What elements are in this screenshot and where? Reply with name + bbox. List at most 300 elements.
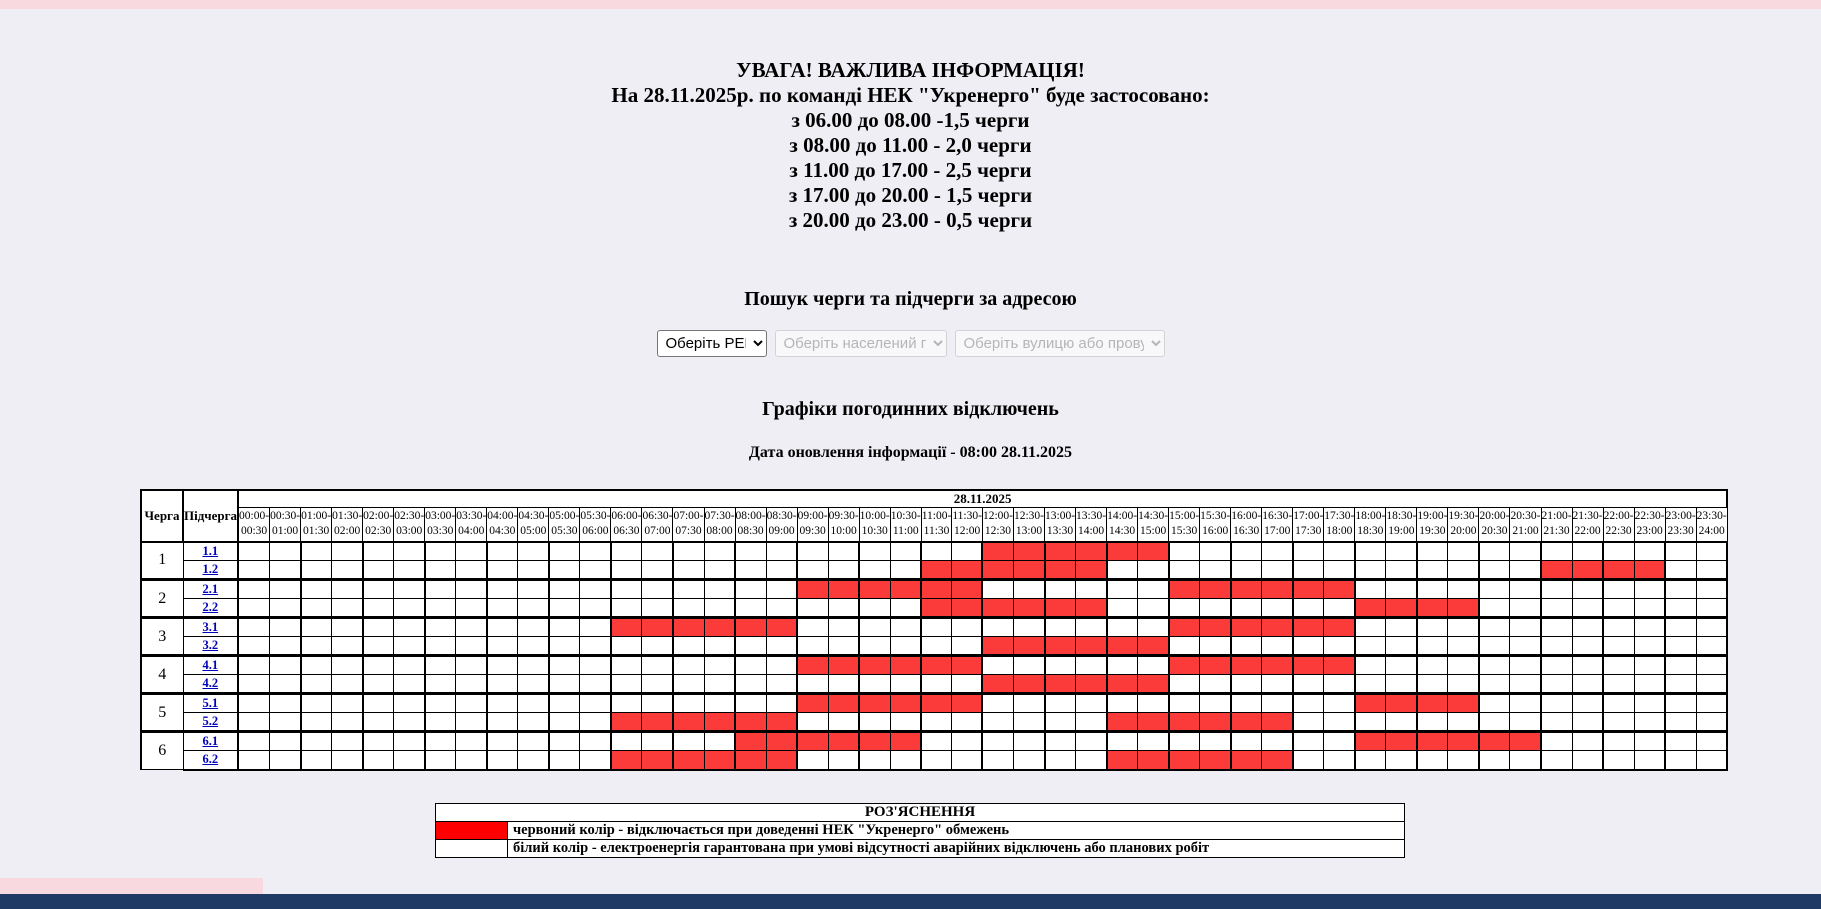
outage-cell — [1169, 713, 1200, 732]
power-on-cell — [1293, 542, 1324, 561]
power-on-cell — [1262, 675, 1293, 694]
power-on-cell — [1572, 542, 1603, 561]
power-on-cell — [828, 713, 859, 732]
time-slot-header: 20:00- 20:30 — [1479, 508, 1510, 542]
power-on-cell — [270, 694, 301, 713]
outage-cell — [735, 751, 766, 770]
time-slot-header: 14:30- 15:00 — [1138, 508, 1169, 542]
power-on-cell — [425, 656, 456, 675]
power-on-cell — [580, 675, 611, 694]
outage-cell — [735, 618, 766, 637]
power-on-cell — [642, 694, 673, 713]
power-on-cell — [704, 732, 735, 751]
power-on-cell — [704, 580, 735, 599]
power-on-cell — [828, 675, 859, 694]
outage-cell — [828, 732, 859, 751]
outage-cell — [704, 713, 735, 732]
outage-cell — [1355, 694, 1386, 713]
power-on-cell — [301, 580, 332, 599]
power-on-cell — [890, 751, 921, 770]
queue-number: 2 — [141, 580, 183, 618]
power-on-cell — [332, 618, 363, 637]
outage-cell — [1107, 675, 1138, 694]
power-on-cell — [518, 599, 549, 618]
top-pink-bar — [0, 0, 1821, 9]
power-on-cell — [1665, 561, 1696, 580]
subqueue-link[interactable]: 5.1 — [202, 696, 219, 710]
time-slot-header: 15:30- 16:00 — [1200, 508, 1231, 542]
power-on-cell — [1417, 618, 1448, 637]
power-on-cell — [921, 713, 952, 732]
power-on-cell — [1603, 542, 1634, 561]
power-on-cell — [1479, 542, 1510, 561]
power-on-cell — [270, 656, 301, 675]
power-on-cell — [952, 713, 983, 732]
power-on-cell — [394, 656, 425, 675]
power-on-cell — [1293, 694, 1324, 713]
outage-cell — [1138, 713, 1169, 732]
power-on-cell — [363, 713, 394, 732]
outage-cell — [797, 656, 828, 675]
power-on-cell — [766, 694, 797, 713]
time-slot-header: 03:30- 04:00 — [456, 508, 487, 542]
power-on-cell — [673, 656, 704, 675]
rem-select[interactable] — [657, 330, 767, 357]
power-on-cell — [1510, 675, 1541, 694]
outage-cell — [952, 694, 983, 713]
power-on-cell — [394, 713, 425, 732]
power-on-cell — [1510, 713, 1541, 732]
outage-cell — [859, 656, 890, 675]
power-on-cell — [1386, 637, 1417, 656]
power-on-cell — [982, 580, 1013, 599]
time-slot-header: 11:00- 11:30 — [921, 508, 952, 542]
power-on-cell — [952, 637, 983, 656]
time-slot-header: 09:00- 09:30 — [797, 508, 828, 542]
power-on-cell — [456, 542, 487, 561]
time-slot-header: 00:30- 01:00 — [270, 508, 301, 542]
search-section-title: Пошук черги та підчерги за адресою — [744, 288, 1077, 310]
power-on-cell — [921, 751, 952, 770]
outage-cell — [1107, 637, 1138, 656]
power-on-cell — [1045, 732, 1076, 751]
power-on-cell — [982, 656, 1013, 675]
power-on-cell — [301, 618, 332, 637]
power-on-cell — [1696, 675, 1727, 694]
power-on-cell — [1231, 542, 1262, 561]
outage-cell — [1013, 599, 1044, 618]
notice-item: з 11.00 до 17.00 - 2,5 черги — [789, 158, 1032, 182]
power-on-cell — [549, 675, 580, 694]
subqueue-cell — [183, 751, 238, 770]
outage-cell — [1603, 561, 1634, 580]
power-on-cell — [1231, 561, 1262, 580]
power-on-cell — [1448, 656, 1479, 675]
power-on-cell — [332, 542, 363, 561]
power-on-cell — [270, 561, 301, 580]
outage-cell — [859, 580, 890, 599]
outage-cell — [1045, 637, 1076, 656]
power-on-cell — [301, 542, 332, 561]
time-slot-header: 06:30- 07:00 — [642, 508, 673, 542]
power-on-cell — [735, 675, 766, 694]
power-on-cell — [704, 694, 735, 713]
power-on-cell — [1417, 656, 1448, 675]
power-on-cell — [952, 675, 983, 694]
power-on-cell — [1200, 675, 1231, 694]
power-on-cell — [1138, 732, 1169, 751]
power-on-cell — [1200, 561, 1231, 580]
power-on-cell — [1262, 637, 1293, 656]
subqueue-link[interactable]: 2.1 — [202, 582, 219, 596]
power-on-cell — [1634, 542, 1665, 561]
power-on-cell — [394, 637, 425, 656]
power-on-cell — [456, 618, 487, 637]
power-on-cell — [238, 618, 270, 637]
power-on-cell — [673, 542, 704, 561]
subqueue-cell — [183, 637, 238, 656]
power-on-cell — [1324, 637, 1355, 656]
time-slot-header: 18:00- 18:30 — [1355, 508, 1386, 542]
power-on-cell — [487, 542, 518, 561]
power-on-cell — [1572, 694, 1603, 713]
outage-cell — [982, 675, 1013, 694]
legend — [435, 803, 1405, 858]
important-notice — [0, 58, 1821, 233]
time-slot-header: 18:30- 19:00 — [1386, 508, 1417, 542]
power-on-cell — [1696, 542, 1727, 561]
power-on-cell — [1696, 561, 1727, 580]
power-on-cell — [735, 637, 766, 656]
power-on-cell — [1479, 561, 1510, 580]
power-on-cell — [982, 694, 1013, 713]
outage-cell — [1045, 599, 1076, 618]
power-on-cell — [704, 637, 735, 656]
outage-cell — [890, 694, 921, 713]
power-on-cell — [1634, 751, 1665, 770]
power-on-cell — [611, 637, 642, 656]
power-on-cell — [1603, 580, 1634, 599]
time-slot-header: 14:00- 14:30 — [1107, 508, 1138, 542]
power-on-cell — [425, 580, 456, 599]
power-on-cell — [1696, 732, 1727, 751]
power-on-cell — [270, 713, 301, 732]
outage-cell — [890, 656, 921, 675]
subqueue-link[interactable]: 1.2 — [202, 562, 219, 576]
power-on-cell — [1231, 599, 1262, 618]
power-on-cell — [1634, 618, 1665, 637]
power-on-cell — [456, 637, 487, 656]
time-slot-header: 17:00- 17:30 — [1293, 508, 1324, 542]
time-slot-header: 01:30- 02:00 — [332, 508, 363, 542]
power-on-cell — [735, 542, 766, 561]
power-on-cell — [1541, 580, 1572, 599]
power-on-cell — [766, 675, 797, 694]
power-on-cell — [611, 580, 642, 599]
power-on-cell — [797, 561, 828, 580]
power-on-cell — [1262, 599, 1293, 618]
outage-cell — [1013, 675, 1044, 694]
power-on-cell — [549, 694, 580, 713]
power-on-cell — [425, 675, 456, 694]
power-on-cell — [518, 713, 549, 732]
power-on-cell — [704, 599, 735, 618]
power-on-cell — [1541, 656, 1572, 675]
power-on-cell — [1417, 561, 1448, 580]
power-on-cell — [1013, 656, 1044, 675]
power-on-cell — [487, 561, 518, 580]
power-on-cell — [611, 694, 642, 713]
outage-cell — [1013, 561, 1044, 580]
power-on-cell — [1665, 732, 1696, 751]
power-on-cell — [425, 599, 456, 618]
time-slot-header: 23:30- 24:00 — [1696, 508, 1727, 542]
power-on-cell — [704, 675, 735, 694]
outage-cell — [1479, 732, 1510, 751]
power-on-cell — [1696, 580, 1727, 599]
power-on-cell — [1355, 580, 1386, 599]
power-on-cell — [580, 599, 611, 618]
power-on-cell — [1479, 751, 1510, 770]
power-on-cell — [611, 732, 642, 751]
power-on-cell — [332, 561, 363, 580]
power-on-cell — [1603, 751, 1634, 770]
power-on-cell — [1510, 694, 1541, 713]
power-on-cell — [1355, 618, 1386, 637]
power-on-cell — [921, 675, 952, 694]
time-slot-header: 13:30- 14:00 — [1076, 508, 1107, 542]
power-on-cell — [332, 751, 363, 770]
outage-cell — [735, 713, 766, 732]
power-on-cell — [1107, 694, 1138, 713]
power-on-cell — [1665, 580, 1696, 599]
time-slot-header: 08:00- 08:30 — [735, 508, 766, 542]
power-on-cell — [301, 732, 332, 751]
power-on-cell — [487, 599, 518, 618]
time-slot-header: 15:00- 15:30 — [1169, 508, 1200, 542]
power-on-cell — [1479, 618, 1510, 637]
time-slot-header: 22:30- 23:00 — [1634, 508, 1665, 542]
power-on-cell — [1572, 599, 1603, 618]
outage-cell — [642, 618, 673, 637]
power-on-cell — [1076, 694, 1107, 713]
power-on-cell — [1572, 618, 1603, 637]
power-on-cell — [921, 637, 952, 656]
power-on-cell — [425, 561, 456, 580]
outage-schedule-table — [140, 489, 1728, 771]
power-on-cell — [611, 675, 642, 694]
subqueue-link[interactable]: 3.2 — [202, 638, 219, 652]
power-on-cell — [1696, 694, 1727, 713]
subqueue-cell — [183, 675, 238, 694]
subqueue-link[interactable]: 1.1 — [202, 543, 219, 558]
power-on-cell — [363, 618, 394, 637]
outage-cell — [1448, 599, 1479, 618]
power-on-cell — [766, 637, 797, 656]
power-on-cell — [766, 656, 797, 675]
power-on-cell — [394, 618, 425, 637]
power-on-cell — [487, 618, 518, 637]
outage-cell — [1293, 618, 1324, 637]
power-on-cell — [394, 599, 425, 618]
time-slot-header: 04:30- 05:00 — [518, 508, 549, 542]
outage-cell — [766, 618, 797, 637]
power-on-cell — [394, 751, 425, 770]
settlement-select[interactable] — [775, 330, 947, 357]
outage-cell — [673, 713, 704, 732]
power-on-cell — [1324, 599, 1355, 618]
street-select[interactable] — [955, 330, 1165, 357]
outage-cell — [982, 599, 1013, 618]
power-on-cell — [301, 656, 332, 675]
power-on-cell — [952, 542, 983, 561]
subqueue-link[interactable]: 2.2 — [202, 600, 219, 614]
subqueue-link[interactable]: 3.1 — [202, 620, 219, 634]
power-on-cell — [580, 694, 611, 713]
subqueue-cell — [183, 561, 238, 580]
power-on-cell — [580, 542, 611, 561]
power-on-cell — [518, 637, 549, 656]
power-on-cell — [1696, 637, 1727, 656]
power-on-cell — [1572, 637, 1603, 656]
power-on-cell — [394, 542, 425, 561]
time-slot-header: 10:00- 10:30 — [859, 508, 890, 542]
power-on-cell — [332, 675, 363, 694]
outage-cell — [1262, 751, 1293, 770]
power-on-cell — [456, 599, 487, 618]
outage-cell — [1045, 561, 1076, 580]
power-on-cell — [394, 561, 425, 580]
power-on-cell — [487, 713, 518, 732]
power-on-cell — [238, 713, 270, 732]
subqueue-link[interactable]: 6.1 — [202, 734, 219, 748]
power-on-cell — [982, 751, 1013, 770]
power-on-cell — [518, 656, 549, 675]
power-on-cell — [1045, 751, 1076, 770]
power-on-cell — [704, 561, 735, 580]
power-on-cell — [270, 599, 301, 618]
power-on-cell — [673, 599, 704, 618]
power-on-cell — [301, 694, 332, 713]
time-slot-header: 01:00- 01:30 — [301, 508, 332, 542]
outage-cell — [1386, 732, 1417, 751]
power-on-cell — [518, 732, 549, 751]
outage-cell — [1262, 656, 1293, 675]
power-on-cell — [642, 599, 673, 618]
bottom-left-pink-box — [0, 878, 263, 894]
power-on-cell — [518, 694, 549, 713]
time-slot-header: 22:00- 22:30 — [1603, 508, 1634, 542]
power-on-cell — [766, 542, 797, 561]
outage-cell — [1076, 599, 1107, 618]
power-on-cell — [1417, 751, 1448, 770]
outage-cell — [642, 751, 673, 770]
time-slot-header: 05:30- 06:00 — [580, 508, 611, 542]
power-on-cell — [1603, 618, 1634, 637]
subqueue-cell — [183, 713, 238, 732]
power-on-cell — [642, 542, 673, 561]
outage-cell — [921, 599, 952, 618]
power-on-cell — [890, 637, 921, 656]
outage-cell — [1138, 675, 1169, 694]
power-on-cell — [1169, 675, 1200, 694]
power-on-cell — [1448, 637, 1479, 656]
outage-cell — [859, 694, 890, 713]
power-on-cell — [1634, 637, 1665, 656]
power-on-cell — [363, 732, 394, 751]
subqueue-cell — [183, 732, 238, 751]
power-on-cell — [1386, 618, 1417, 637]
power-on-cell — [1386, 656, 1417, 675]
power-on-cell — [766, 561, 797, 580]
power-on-cell — [456, 675, 487, 694]
power-on-cell — [549, 599, 580, 618]
power-on-cell — [1293, 561, 1324, 580]
power-on-cell — [1293, 675, 1324, 694]
outage-cell — [921, 694, 952, 713]
power-on-cell — [1231, 694, 1262, 713]
power-on-cell — [828, 561, 859, 580]
notice-item: з 06.00 до 08.00 -1,5 черги — [791, 108, 1030, 132]
power-on-cell — [1417, 713, 1448, 732]
power-on-cell — [673, 694, 704, 713]
power-on-cell — [1510, 580, 1541, 599]
outage-cell — [982, 561, 1013, 580]
power-on-cell — [859, 561, 890, 580]
power-on-cell — [642, 675, 673, 694]
power-on-cell — [332, 694, 363, 713]
power-on-cell — [1603, 694, 1634, 713]
power-on-cell — [1665, 751, 1696, 770]
power-on-cell — [1665, 656, 1696, 675]
power-on-cell — [766, 599, 797, 618]
power-on-cell — [1231, 675, 1262, 694]
outage-cell — [890, 732, 921, 751]
outage-cell — [1386, 694, 1417, 713]
power-on-cell — [270, 618, 301, 637]
power-on-cell — [828, 599, 859, 618]
power-on-cell — [952, 732, 983, 751]
power-on-cell — [238, 694, 270, 713]
power-on-cell — [363, 599, 394, 618]
power-on-cell — [890, 542, 921, 561]
power-on-cell — [1013, 580, 1044, 599]
power-on-cell — [425, 618, 456, 637]
outage-cell — [1541, 561, 1572, 580]
power-on-cell — [704, 656, 735, 675]
power-on-cell — [1355, 675, 1386, 694]
outage-cell — [1324, 618, 1355, 637]
power-on-cell — [797, 713, 828, 732]
subqueue-cell — [183, 580, 238, 599]
power-on-cell — [1169, 561, 1200, 580]
power-on-cell — [673, 675, 704, 694]
subqueue-link[interactable]: 4.1 — [202, 658, 219, 672]
time-slot-header: 09:30- 10:00 — [828, 508, 859, 542]
outage-cell — [766, 732, 797, 751]
subqueue-link[interactable]: 6.2 — [202, 752, 219, 767]
outage-cell — [735, 732, 766, 751]
subqueue-link[interactable]: 4.2 — [202, 676, 219, 690]
outage-cell — [1138, 637, 1169, 656]
power-on-cell — [1013, 732, 1044, 751]
power-on-cell — [270, 675, 301, 694]
outage-cell — [1169, 751, 1200, 770]
power-on-cell — [518, 542, 549, 561]
power-on-cell — [642, 580, 673, 599]
subqueue-link[interactable]: 5.2 — [202, 714, 219, 728]
power-on-cell — [1572, 580, 1603, 599]
